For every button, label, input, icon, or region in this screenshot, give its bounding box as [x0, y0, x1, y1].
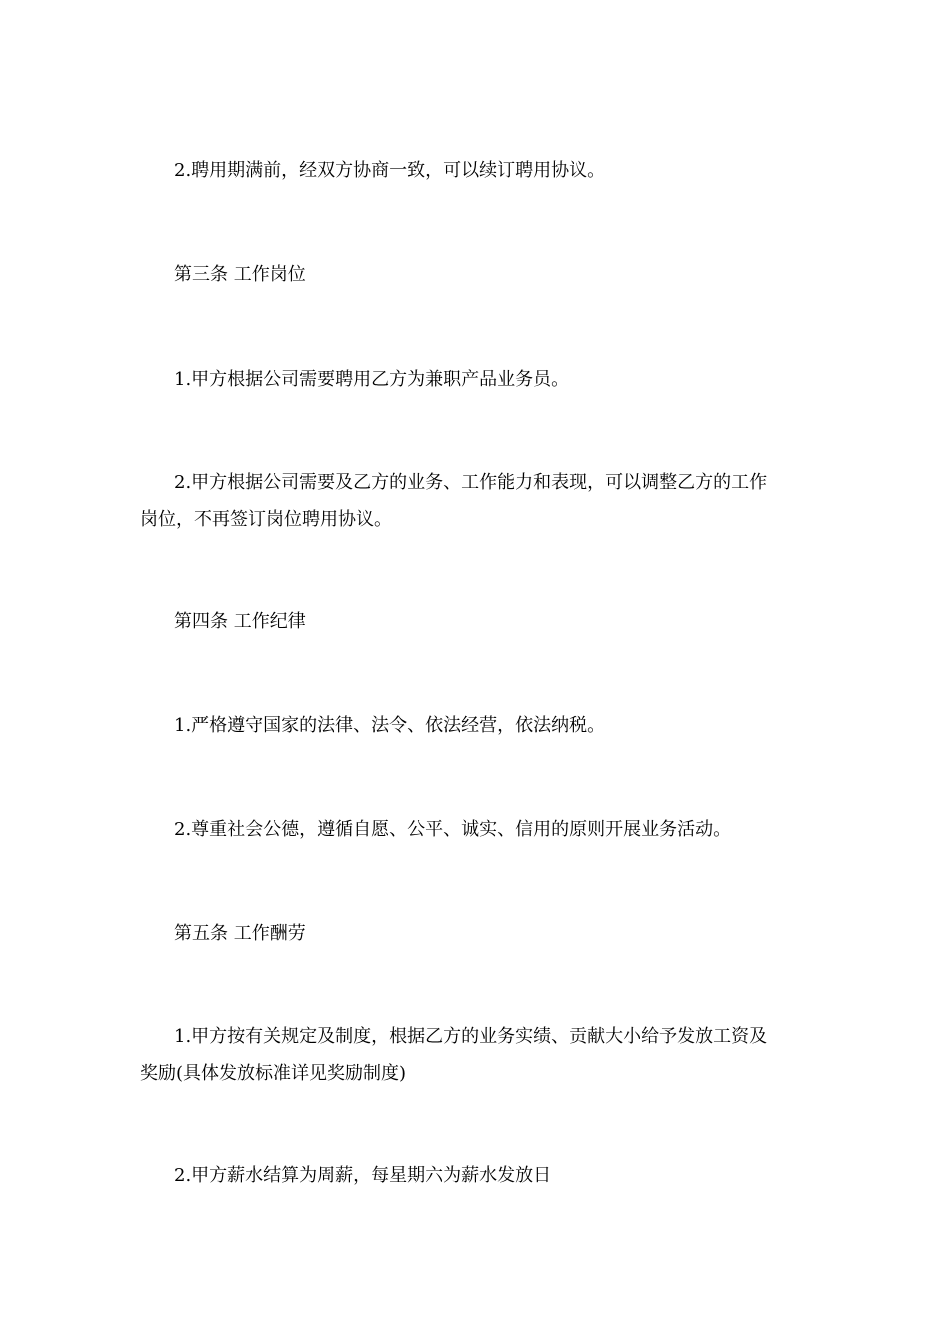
article-4-item-1: 1.严格遵守国家的法律、法令、依法经营，依法纳税。: [174, 715, 606, 736]
article-3-item-2-line-2: 岗位，不再签订岗位聘用协议。: [140, 509, 392, 530]
clause-2-item-2: 2.聘用期满前，经双方协商一致，可以续订聘用协议。: [174, 160, 606, 181]
article-5-heading: 第五条 工作酬劳: [174, 923, 306, 944]
article-3-heading: 第三条 工作岗位: [174, 264, 306, 285]
article-3-item-1: 1.甲方根据公司需要聘用乙方为兼职产品业务员。: [174, 369, 570, 390]
article-3-item-2-line-1: 2.甲方根据公司需要及乙方的业务、工作能力和表现，可以调整乙方的工作: [174, 472, 768, 493]
article-4-heading: 第四条 工作纪律: [174, 611, 306, 632]
article-5-item-1-line-2: 奖励(具体发放标准详见奖励制度): [140, 1063, 407, 1084]
article-4-item-2: 2.尊重社会公德，遵循自愿、公平、诚实、信用的原则开展业务活动。: [174, 819, 732, 840]
article-5-item-2: 2.甲方薪水结算为周薪，每星期六为薪水发放日: [174, 1165, 552, 1186]
article-5-item-1-line-1: 1.甲方按有关规定及制度，根据乙方的业务实绩、贡献大小给予发放工资及: [174, 1026, 768, 1047]
